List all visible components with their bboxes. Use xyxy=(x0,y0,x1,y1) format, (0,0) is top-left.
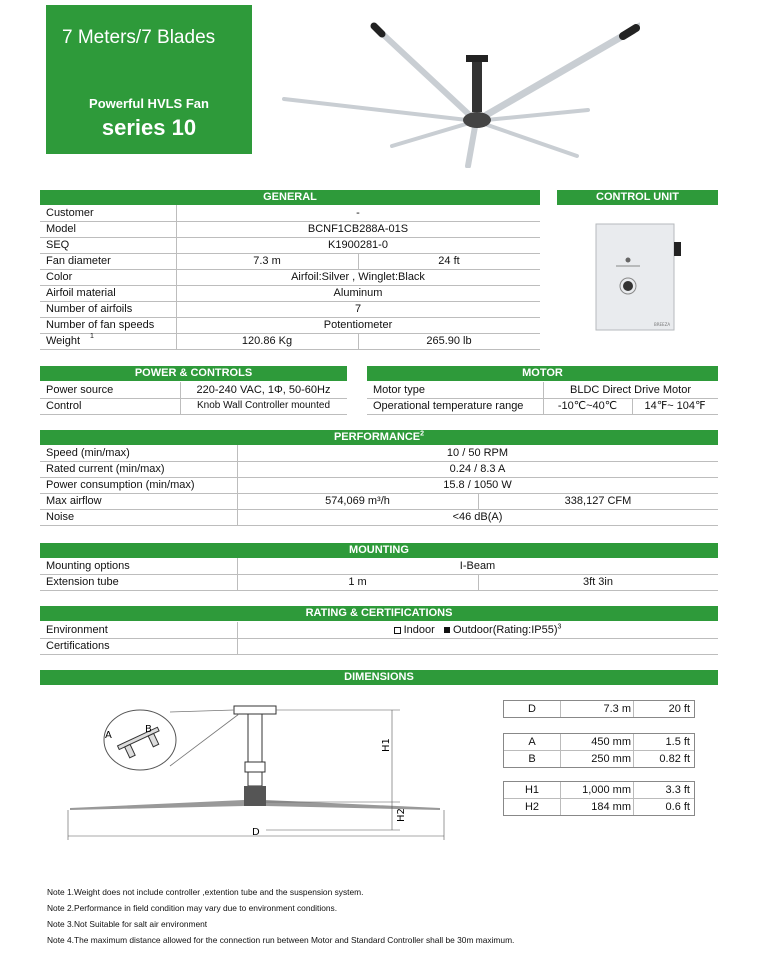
row-value: Airfoil:Silver , Winglet:Black xyxy=(291,271,425,283)
motor-header: MOTOR xyxy=(367,366,718,381)
general-row xyxy=(40,205,540,222)
row-label: Color xyxy=(46,271,73,283)
dim-imperial: 0.6 ft xyxy=(665,801,690,813)
row-label: Motor type xyxy=(373,384,425,396)
row-value: 0.24 / 8.3 A xyxy=(449,463,506,475)
dimension-table xyxy=(503,733,695,768)
performance-row xyxy=(40,461,718,478)
dim-key: B xyxy=(504,751,561,767)
general-row xyxy=(40,285,540,302)
dim-imperial: 3.3 ft xyxy=(665,784,690,796)
row-label: Max airflow xyxy=(46,495,102,507)
note-line: Note 2.Performance in field condition may vary due to environment conditions. xyxy=(47,903,338,913)
note-line: Note 1.Weight does not include controller ,extention tube and the suspension system. xyxy=(47,887,364,897)
general-header: GENERAL xyxy=(40,190,540,205)
row-label: Rated current (min/max) xyxy=(46,463,165,475)
dim-metric: 450 mm xyxy=(561,734,634,750)
row-label: Weight xyxy=(46,335,81,347)
row-value-metric: 574,069 m³/h xyxy=(325,495,390,507)
motor-row xyxy=(367,382,718,399)
row-label: Mounting options xyxy=(46,560,130,572)
outdoor-checkbox-filled xyxy=(444,627,450,633)
dim-metric: 184 mm xyxy=(561,799,634,815)
hero-title: 7 Meters/7 Blades xyxy=(62,27,216,48)
dimension-table xyxy=(503,700,695,718)
dimension-diagram xyxy=(40,692,460,852)
row-value: 10 / 50 RPM xyxy=(446,447,509,459)
dimension-row xyxy=(504,734,694,751)
general-row xyxy=(40,237,540,254)
performance-row xyxy=(40,493,718,510)
dim-key: H2 xyxy=(504,799,561,815)
row-value: K1900281-0 xyxy=(328,239,388,251)
row-value: - xyxy=(356,207,360,219)
row-label: Airfoil material xyxy=(46,287,116,299)
general-row xyxy=(40,301,540,318)
row-value: 220-240 VAC, 1Φ, 50-60Hz xyxy=(196,384,331,396)
mounting-header: MOUNTING xyxy=(40,543,718,558)
row-value-metric: 1 m xyxy=(348,576,367,588)
indoor-checkbox-empty xyxy=(394,627,401,634)
row-label: Power source xyxy=(46,384,114,396)
certifications-row xyxy=(40,638,718,655)
row-label: Control xyxy=(46,400,82,412)
control-unit-image xyxy=(590,222,690,336)
row-value: <46 dB(A) xyxy=(452,511,503,523)
row-value: BCNF1CB288A-01S xyxy=(307,223,409,235)
control-unit-brand: BREEZA xyxy=(654,322,671,327)
row-value: BLDC Direct Drive Motor xyxy=(569,384,692,396)
dim-metric: 250 mm xyxy=(561,751,634,767)
dim-imperial: 20 ft xyxy=(668,703,690,715)
dim-metric: 7.3 m xyxy=(561,701,634,717)
performance-header: PERFORMANCE$^2$ xyxy=(40,430,718,445)
motor-row xyxy=(367,398,718,415)
power-row xyxy=(40,382,347,399)
dimension-row xyxy=(504,701,694,717)
label-d: D xyxy=(252,827,260,838)
dimension-table xyxy=(503,781,695,816)
row-label: Fan diameter xyxy=(46,255,111,267)
hero-subtitle: Powerful HVLS Fan xyxy=(89,96,209,111)
outdoor-label: Outdoor(Rating:IP55) xyxy=(452,624,558,636)
dim-key: D xyxy=(504,701,561,717)
general-row xyxy=(40,317,540,334)
row-label: Number of airfoils xyxy=(46,303,133,315)
row-label: Certifications xyxy=(46,640,110,652)
dimension-row xyxy=(504,799,694,815)
label-h2: H2 xyxy=(396,808,407,822)
row-value-metric: 7.3 m xyxy=(253,255,281,267)
mounting-row xyxy=(40,574,718,591)
performance-row xyxy=(40,477,718,494)
row-value-imperial: 14℉~ 104℉ xyxy=(644,400,706,412)
dim-imperial: 0.82 ft xyxy=(659,753,690,765)
rating-header: RATING & CERTIFICATIONS xyxy=(40,606,718,621)
control-unit-header: CONTROL UNIT xyxy=(557,190,718,205)
row-label: Noise xyxy=(46,511,75,523)
row-label: Number of fan speeds xyxy=(46,319,155,331)
row-value: I-Beam xyxy=(459,560,496,572)
general-row xyxy=(40,221,540,238)
performance-row xyxy=(40,509,718,526)
row-value-imperial: 338,127 CFM xyxy=(564,495,632,507)
row-label: Extension tube xyxy=(46,576,119,588)
dim-imperial: 1.5 ft xyxy=(665,736,690,748)
row-label: Customer xyxy=(46,207,94,219)
row-label: Operational temperature range xyxy=(373,400,524,412)
row-value-imperial: 24 ft xyxy=(438,255,460,267)
fan-image xyxy=(270,8,640,168)
dimensions-header: DIMENSIONS xyxy=(40,670,718,685)
row-label: Power consumption (min/max) xyxy=(46,479,195,491)
row-value: Aluminum xyxy=(333,287,383,299)
row-value: 7 xyxy=(354,303,362,315)
row-value-metric: -10℃~40℃ xyxy=(557,400,618,412)
fan-blades xyxy=(284,26,640,166)
label-a: A xyxy=(105,730,112,741)
performance-row xyxy=(40,445,718,462)
label-h1: H1 xyxy=(381,738,392,752)
row-value: 15.8 / 1050 W xyxy=(443,479,512,491)
power-row xyxy=(40,398,347,415)
dimension-row xyxy=(504,782,694,799)
general-row xyxy=(40,253,540,270)
indoor-label: Indoor xyxy=(403,624,435,636)
general-row xyxy=(40,269,540,286)
power-controls-header: POWER & CONTROLS xyxy=(40,366,347,381)
row-value: Knob Wall Controller mounted xyxy=(196,400,331,411)
dimension-row xyxy=(504,751,694,767)
dim-metric: 1,000 mm xyxy=(561,782,634,798)
row-value: Potentiometer xyxy=(323,319,393,331)
row-label: SEQ xyxy=(46,239,70,251)
row-label: Speed (min/max) xyxy=(46,447,130,459)
row-label: Environment xyxy=(46,624,108,636)
hero-series: series 10 xyxy=(101,115,197,140)
note-line: Note 3.Not Suitable for salt air environment xyxy=(47,919,208,929)
row-value-metric: 120.86 Kg xyxy=(241,335,293,347)
dim-key: A xyxy=(504,734,561,750)
row-value-imperial: 3ft 3in xyxy=(583,576,613,588)
dim-key: H1 xyxy=(504,782,561,798)
environment-options: Indoor Outdoor(Rating:IP55)$^3$ xyxy=(237,622,718,638)
environment-row xyxy=(40,622,718,639)
mounting-row xyxy=(40,558,718,575)
row-value-imperial: 265.90 lb xyxy=(426,335,472,347)
hero-banner xyxy=(46,5,252,154)
row-label: Model xyxy=(46,223,76,235)
general-row: Weight 1 120.86 Kg 265.90 lb xyxy=(40,333,540,350)
note-line: Note 4.The maximum distance allowed for the connection run between Motor and Standard Controller shall be 30m maximum. xyxy=(47,935,515,945)
label-b: B xyxy=(145,724,152,735)
